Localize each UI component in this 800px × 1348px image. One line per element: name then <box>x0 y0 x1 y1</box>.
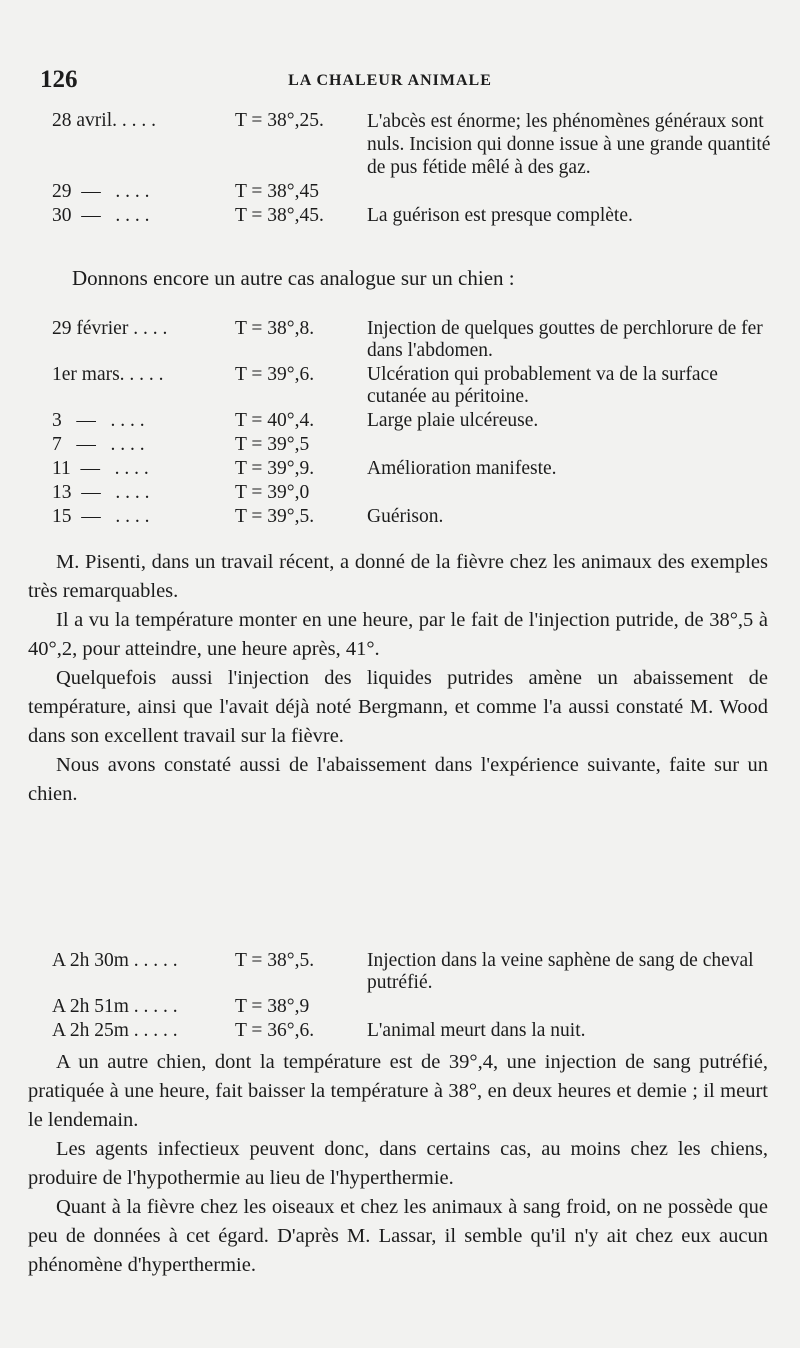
log-date: 29 février . . . . <box>52 318 168 339</box>
paragraph: Il a vu la température monter en une heure, par le fait de l'injection putride, de 38°,5 à 40°,2, pour atteindre, une heure après, 41°. <box>28 609 768 660</box>
paragraph: Les agents infectieux peuvent donc, dans certains cas, au moins chez les chiens, produire de l'hypothermie au lieu de l'hyperthermie. <box>28 1138 768 1189</box>
log-temperature: T = 39°,0 <box>235 482 310 503</box>
log-note: Amélioration manifeste. <box>367 458 557 479</box>
log-note: Guérison. <box>367 506 444 527</box>
log-temperature: T = 38°,9 <box>235 996 310 1017</box>
log-note: L'abcès est énorme; les phénomènes généraux sont nuls. Incision qui donne issue à une grande quantité de pus fétide mêlé à des gaz. <box>367 111 771 178</box>
log-row <box>52 434 772 456</box>
log-temperature: T = 39°,9. <box>235 458 315 479</box>
log-row <box>52 458 772 480</box>
log-temperature: T = 38°,45. <box>235 205 324 226</box>
log-temperature: T = 38°,8. <box>235 318 315 339</box>
log-date: 3 — . . . . <box>52 410 145 431</box>
log-date: 13 — . . . . <box>52 482 150 503</box>
log-note: Ulcération qui probablement va de la surface cutanée au péritoine. <box>367 364 718 407</box>
log-row <box>52 181 772 203</box>
log-date: 1er mars. . . . . <box>52 364 164 385</box>
log-temperature: T = 39°,6. <box>235 364 315 385</box>
log-note <box>52 434 772 456</box>
paragraph: Quelquefois aussi l'injection des liquides putrides amène un abaissement de température, ainsi que l'avait déjà noté Bergmann, et comme l'a aussi constaté M. Wood dans son excellent travail sur la fièvre. <box>28 667 768 747</box>
log-row <box>52 950 772 994</box>
log-date: 7 — . . . . <box>52 434 145 455</box>
log-note: L'animal meurt dans la nuit. <box>367 1020 586 1041</box>
log-temperature: T = 39°,5. <box>235 506 315 527</box>
log-temperature: T = 38°,5. <box>235 950 315 971</box>
log-row <box>52 410 772 432</box>
log-temperature: T = 38°,25. <box>235 110 324 131</box>
log-temperature: T = 36°,6. <box>235 1020 315 1041</box>
page-header <box>40 66 740 96</box>
intro-dog-case: Donnons encore un autre cas analogue sur un chien : <box>72 266 515 290</box>
paragraph: A un autre chien, dont la température est de 39°,4, une injection de sang putréfié, pratiquée à une heure, fait baisser la température à 38°, en deux heures et demie ; il meurt le lendemain. <box>28 1051 768 1131</box>
log-row <box>52 996 772 1018</box>
paragraph: M. Pisenti, dans un travail récent, a donné de la fièvre chez les animaux des exemples très remarquables. <box>28 551 768 602</box>
log-note <box>52 181 772 203</box>
log-date: A 2h 30m . . . . . <box>52 950 178 971</box>
body-text-section-b <box>28 1048 768 1280</box>
log-temperature: T = 38°,45 <box>235 181 319 202</box>
temperature-log-dog <box>52 318 772 530</box>
log-row <box>52 318 772 362</box>
paragraph: Nous avons constaté aussi de l'abaissement dans l'expérience suivante, faite sur un chien. <box>28 754 768 805</box>
log-date: 11 — . . . . <box>52 458 149 479</box>
log-note: La guérison est presque complète. <box>367 205 633 226</box>
log-temperature: T = 40°,4. <box>235 410 315 431</box>
log-row <box>52 506 772 528</box>
running-head: LA CHALEUR ANIMALE <box>288 72 492 89</box>
log-date: 15 — . . . . <box>52 506 150 527</box>
log-date: 29 — . . . . <box>52 181 150 202</box>
log-row <box>52 364 772 408</box>
body-text-section-a <box>28 548 768 809</box>
log-row <box>52 205 772 227</box>
log-note: Large plaie ulcéreuse. <box>367 410 539 431</box>
page-number: 126 <box>40 66 78 93</box>
log-note <box>52 482 772 504</box>
temperature-log-abscess <box>52 110 772 229</box>
log-note: Injection dans la veine saphène de sang de cheval putréfié. <box>367 950 754 993</box>
log-date: A 2h 25m . . . . . <box>52 1020 178 1041</box>
log-date: 30 — . . . . <box>52 205 150 226</box>
temperature-log-injection <box>52 950 772 1044</box>
paragraph: Quant à la fièvre chez les oiseaux et chez les animaux à sang froid, on ne possède que peu de données à cet égard. D'après M. Lassar, il semble qu'il n'y ait chez eux aucun phénomène d'hyperthermie. <box>28 1196 768 1276</box>
log-date: A 2h 51m . . . . . <box>52 996 178 1017</box>
log-row <box>52 110 772 179</box>
log-note: Injection de quelques gouttes de perchlorure de fer dans l'abdomen. <box>367 318 763 361</box>
log-temperature: T = 39°,5 <box>235 434 310 455</box>
log-date: 28 avril. . . . . <box>52 110 156 131</box>
log-row <box>52 482 772 504</box>
log-row <box>52 1020 772 1042</box>
